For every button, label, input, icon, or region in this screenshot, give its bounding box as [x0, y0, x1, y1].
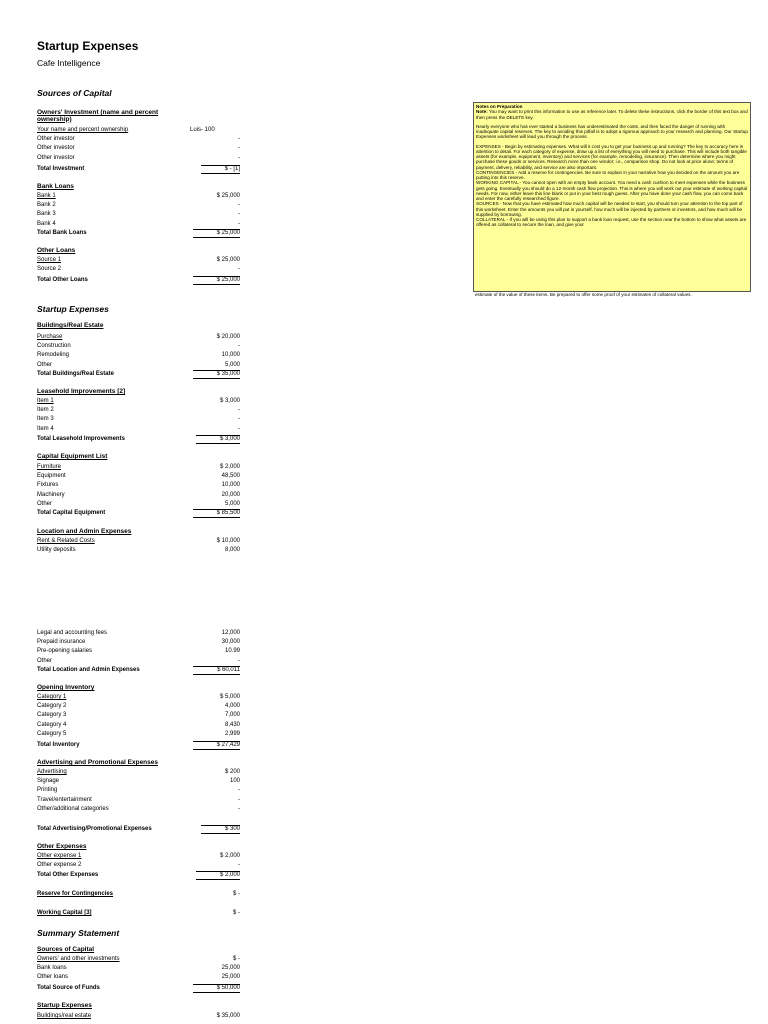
table-row[interactable]: [37, 964, 240, 973]
table-row[interactable]: [37, 647, 240, 656]
page-title: Startup Expenses: [37, 39, 139, 53]
row-label: Signage: [37, 778, 60, 785]
row-label: Total Capital Equipment: [37, 510, 106, 516]
total-row[interactable]: [37, 509, 240, 518]
section-heading: Other Expenses: [37, 843, 87, 850]
section-heading: Other Loans: [37, 247, 76, 254]
row-value: -: [238, 343, 240, 350]
row-value: 10,000: [221, 352, 240, 359]
row-value: $ 3,000: [196, 435, 240, 444]
table-row[interactable]: [37, 861, 240, 870]
table-row[interactable]: [37, 730, 240, 739]
row-value: -: [238, 657, 240, 664]
table-row[interactable]: [37, 361, 240, 370]
row-value: $ -: [232, 910, 240, 916]
row-value: $ 2,000: [219, 464, 240, 470]
table-row[interactable]: [37, 777, 240, 786]
row-label: Total Source of Funds: [37, 985, 100, 991]
table-row[interactable]: [37, 351, 240, 360]
row-label: Other: [37, 657, 53, 664]
row-value: 7,000: [224, 712, 240, 719]
section-title-summary: Summary Statement: [37, 928, 120, 938]
row-value: 8,000: [224, 547, 240, 554]
row-label: Construction: [37, 343, 71, 350]
total-row[interactable]: [37, 984, 240, 993]
total-row[interactable]: [37, 435, 240, 444]
row-value: $ -: [232, 891, 240, 897]
row-label: Source 2: [37, 266, 62, 273]
table-row[interactable]: [37, 657, 240, 666]
table-row[interactable]: [37, 693, 240, 702]
section-heading: Opening Inventory: [37, 684, 95, 691]
table-row[interactable]: [37, 463, 240, 472]
total-row[interactable]: [37, 229, 240, 238]
row-label: Total Other Loans: [37, 277, 88, 283]
table-row[interactable]: [37, 144, 240, 153]
section-heading: Startup Expenses: [37, 1002, 92, 1009]
row-value: -: [238, 220, 240, 227]
section-heading: Capital Equipment List: [37, 453, 108, 460]
row-label: Owners' and other investments: [37, 956, 120, 962]
row-value: $ 25,000: [216, 257, 240, 263]
row-label: Furniture: [37, 464, 62, 470]
row-label: Bank 1: [37, 193, 56, 199]
section-heading: Location and Admin Expenses: [37, 528, 132, 535]
table-row[interactable]: [37, 220, 240, 229]
row-label: Other/additional categories: [37, 805, 109, 812]
row-label: Machinery: [37, 491, 65, 498]
row-value: 20,000: [221, 491, 240, 498]
row-owner-note: Luis- 100: [190, 127, 215, 133]
row-value: $ 25,000: [193, 276, 240, 285]
row-value: 12,000: [221, 630, 240, 636]
notes-paragraph: CONTINGENCIES - Add a reserve for contingencies. Be sure to explain in your narrative how you decided on the amount you are putting into this reserve.: [476, 169, 740, 180]
row-value: 100: [229, 778, 240, 785]
row-value: $ 200: [224, 769, 240, 775]
row-value: 8,430: [224, 721, 240, 728]
row-label: Total Buildings/Real Estate: [37, 371, 114, 377]
row-value: $ 300: [201, 825, 240, 834]
row-label: Total Leasehold Improvements: [37, 436, 125, 442]
row-value: $ 25,000: [216, 193, 240, 199]
row-value: -: [238, 136, 240, 143]
row-label: Printing: [37, 787, 58, 794]
notes-paragraph: SOURCES - Now that you have estimated how much capital will be needed to start, you should turn your attention to the top part of this worksheet. Enter the amounts you will put in yourself, how much will be injected by partners or investors, and how much will be supplied by borrowing.: [476, 201, 743, 217]
section-heading: Leasehold Improvements [2]: [37, 388, 126, 395]
notes-text-box[interactable]: [473, 102, 751, 292]
row-value: -: [238, 266, 240, 273]
row-value: -: [238, 211, 240, 218]
row-label: Category 1: [37, 694, 67, 700]
row-label: Fixtures: [37, 482, 59, 489]
table-row[interactable]: [37, 805, 240, 814]
row-value: 10.99: [224, 648, 240, 655]
row-label: Equipment: [37, 473, 66, 480]
table-row[interactable]: [37, 721, 240, 730]
row-value: -: [238, 407, 240, 414]
section-heading: Buildings/Real Estate: [37, 322, 104, 329]
table-row[interactable]: [37, 546, 240, 555]
row-label: Category 4: [37, 721, 67, 728]
row-label: Bank 3: [37, 211, 56, 218]
row-value: 25,000: [221, 974, 240, 981]
row-value: -: [238, 154, 240, 161]
row-value: 5,000: [224, 361, 240, 368]
total-row[interactable]: [37, 825, 240, 834]
row-label: Your name and percent ownership: [37, 127, 129, 133]
table-row[interactable]: [37, 702, 240, 711]
row-label: Other: [37, 361, 53, 368]
row-value: -: [238, 416, 240, 423]
table-row[interactable]: [37, 342, 240, 351]
row-value: $ -: [232, 956, 240, 962]
row-label: Total Location and Admin Expenses: [37, 667, 140, 673]
total-row[interactable]: [37, 741, 240, 750]
row-label: Working Capital [3]: [37, 910, 92, 916]
row-label: Rent & Related Costs: [37, 538, 95, 544]
row-label: Buildings/real estate: [37, 1013, 92, 1019]
row-label: Other expense 1: [37, 853, 82, 859]
table-row[interactable]: [37, 852, 240, 861]
table-row[interactable]: [37, 768, 240, 777]
row-value: -: [238, 145, 240, 152]
row-value: $ 2,000: [219, 853, 240, 859]
notes-overflow-text: estimate of the value of these items. Be prepared to offer some proof of your estimates of collateral values.: [475, 292, 692, 297]
row-value: 30,000: [221, 639, 240, 646]
table-row[interactable]: [37, 537, 240, 546]
row-label: Purchase: [37, 334, 63, 340]
row-value: $ 35,000: [216, 1013, 240, 1019]
total-row[interactable]: [37, 276, 240, 285]
row-label: Item 4: [37, 425, 54, 432]
table-row[interactable]: [37, 415, 240, 424]
row-label: Pre-opening salaries: [37, 648, 93, 655]
notes-title: Notes on Preparation: [476, 104, 523, 109]
table-row[interactable]: [37, 481, 240, 490]
notes-paragraph: COLLATERAL - If you will be using this plan to support a bank loan request, use the section near the bottom to show what assets are offered as collateral to secure the loan, and give your: [476, 217, 747, 228]
row-value: -: [238, 425, 240, 432]
row-value: $ 35,000: [193, 370, 240, 379]
row-value: -: [238, 805, 240, 812]
row-label: Other: [37, 500, 53, 507]
table-row[interactable]: [37, 796, 240, 805]
row-label: Total Investment: [37, 166, 85, 172]
row-value: $ - [1]: [201, 165, 240, 174]
row-label: Advertising: [37, 769, 67, 775]
row-label: Other investor: [37, 145, 75, 152]
row-label: Total Inventory: [37, 742, 80, 748]
section-heading: Owners' Investment (name and percent ownership): [37, 109, 159, 123]
table-row[interactable]: [37, 711, 240, 720]
row-value: -: [238, 202, 240, 209]
total-row[interactable]: [37, 165, 240, 174]
row-value: -: [238, 787, 240, 794]
notes-paragraph: WORKING CAPITAL - You cannot open with an empty bank account. You need a cash cushion to meet expenses while the business gets going. Eventually you should do a 12-month cash flow projection. This is where you will work out your estimate of working capital needs. For now, either leave this line blank or put in your best rough guess. After you have done your cash flow, you can come back and enter the carefully researched figure.: [476, 180, 748, 201]
table-row[interactable]: [37, 397, 240, 406]
table-row[interactable]: [37, 890, 240, 899]
row-value: 25,000: [221, 965, 240, 972]
row-value: $ 2,000: [196, 871, 240, 880]
total-row[interactable]: [37, 871, 240, 880]
section-title-sources: Sources of Capital: [37, 88, 112, 98]
row-value: 4,000: [224, 703, 240, 710]
row-label: Category 3: [37, 712, 67, 719]
row-value: -: [238, 796, 240, 803]
row-label: Prepaid insurance: [37, 639, 86, 646]
total-row[interactable]: [37, 666, 240, 675]
table-row[interactable]: [37, 472, 240, 481]
row-label: Item 2: [37, 407, 54, 414]
row-value: $ 50,000: [193, 984, 240, 993]
row-label: Source 1: [37, 257, 62, 263]
row-value: $ 20,000: [216, 334, 240, 340]
section-heading: Bank Loans: [37, 183, 74, 190]
table-row[interactable]: [37, 256, 240, 265]
table-row[interactable]: [37, 638, 240, 647]
row-value: $ 10,000: [216, 538, 240, 544]
row-label: Item 3: [37, 416, 54, 423]
table-row[interactable]: [37, 786, 240, 795]
section-heading: Sources of Capital: [37, 946, 95, 953]
row-label: Item 1: [37, 398, 54, 404]
row-label: Bank 2: [37, 202, 56, 209]
table-row[interactable]: [37, 201, 240, 210]
table-row[interactable]: [37, 425, 240, 434]
row-label: Total Other Expenses: [37, 872, 99, 878]
table-row[interactable]: [37, 406, 240, 415]
row-label: Reserve for Contingencies: [37, 891, 114, 897]
notes-paragraph: Note: You may want to print this information to use as reference later. To delete these instructions, click the border of this text box and then press the DELETE key.: [476, 109, 748, 120]
row-label: Bank loans: [37, 965, 67, 972]
table-row[interactable]: [37, 1012, 240, 1021]
row-label: Other investor: [37, 136, 75, 143]
table-row[interactable]: [37, 500, 240, 509]
row-value: -: [238, 862, 240, 869]
row-label: Category 5: [37, 730, 67, 737]
row-label: Other expense 2: [37, 862, 82, 869]
notes-paragraph: EXPENSES - Begin by estimating expenses. What will it cost you to get your business up and running? The key to accuracy here is attention to detail. For each category of expense, draw up a list of everything you will need to purchase. This will include both tangible assets (for example, equipment, inventory) and services (for example, remodeling, insurance). Then determine where you might purchase these goods or services. Research more than one vendor; i.e., comparison shop. Do not look at price alone; terms of payment, delivery, reliability, and service are also important.: [476, 143, 747, 170]
row-label: Utility deposits: [37, 547, 76, 554]
row-value: $ 25,000: [193, 229, 240, 238]
row-value: $ 85,500: [193, 509, 240, 518]
section-heading: Advertising and Promotional Expenses: [37, 759, 158, 766]
table-row[interactable]: [37, 192, 240, 201]
row-value: $ 5,000: [219, 694, 240, 700]
row-label: Travel/entertainment: [37, 796, 92, 803]
table-row[interactable]: [37, 629, 240, 638]
table-row[interactable]: [37, 973, 240, 982]
row-label: Bank 4: [37, 220, 56, 227]
row-value: 10,000: [221, 482, 240, 489]
row-label: Legal and accounting fees: [37, 630, 108, 636]
table-row[interactable]: [37, 909, 240, 918]
table-row[interactable]: [37, 154, 240, 163]
page-subtitle: Cafe Intelligence: [37, 58, 101, 68]
row-label: Total Bank Loans: [37, 230, 87, 236]
row-label: Other investor: [37, 154, 75, 161]
row-value: 5,000: [224, 500, 240, 507]
table-row[interactable]: [37, 135, 240, 144]
table-row[interactable]: [37, 491, 240, 500]
table-row[interactable]: [37, 210, 240, 219]
row-value: $ 27,429: [193, 741, 240, 750]
section-title-startup: Startup Expenses: [37, 304, 109, 314]
notes-paragraph: Nearly everyone who has ever started a business has underestimated the costs, and then faced the danger of running with inadequate capital reserves. The key to avoiding this pitfall is to adopt a rigorous approach to your research and planning. Our Startup Expenses worksheet will lead you through the process.: [476, 123, 748, 140]
total-row[interactable]: [37, 370, 240, 379]
row-label: Total Advertising/Promotional Expenses: [37, 826, 152, 832]
table-row[interactable]: [37, 333, 240, 342]
row-label: Other loans: [37, 974, 69, 981]
table-row[interactable]: [37, 265, 240, 274]
row-value: $ 3,000: [219, 398, 240, 404]
row-label: Remodeling: [37, 352, 70, 359]
table-row[interactable]: [37, 955, 240, 964]
row-value: $ 60,011: [193, 666, 240, 675]
row-label: Category 2: [37, 703, 67, 710]
row-value: 2,999: [224, 730, 240, 737]
table-row[interactable]: [37, 126, 240, 135]
row-value: 48,500: [221, 473, 240, 480]
